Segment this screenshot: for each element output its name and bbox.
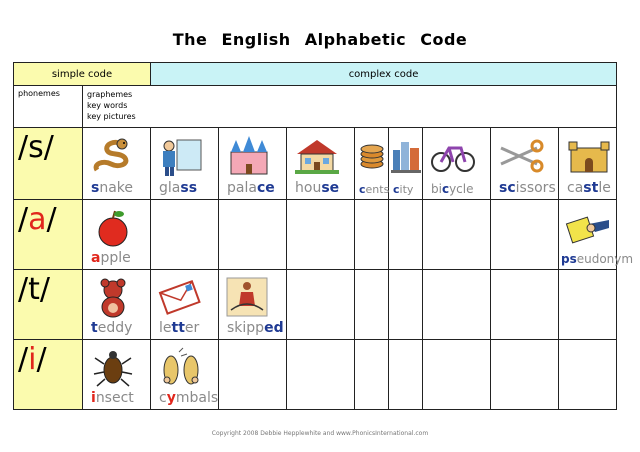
graphemes-label bbox=[83, 86, 617, 128]
page-title: The English Alphabetic Code bbox=[172, 30, 468, 49]
word-cell: teddy bbox=[83, 270, 151, 340]
empty-cell bbox=[389, 200, 423, 270]
apple-picture bbox=[89, 206, 137, 250]
empty-cell bbox=[219, 340, 287, 410]
phonemes-label: phonemes bbox=[14, 86, 83, 128]
letter-picture bbox=[157, 276, 205, 320]
city-picture bbox=[391, 134, 421, 178]
word-cell: apple bbox=[83, 200, 151, 270]
word-cell: palace bbox=[219, 128, 287, 200]
empty-cell bbox=[287, 200, 355, 270]
alphabetic-code-table bbox=[13, 62, 634, 410]
word-cell: cymbals bbox=[151, 340, 219, 410]
word-cell: letter bbox=[151, 270, 219, 340]
table-row bbox=[14, 270, 617, 340]
complex-code-header: complex code bbox=[151, 63, 617, 86]
empty-cell bbox=[559, 340, 617, 410]
empty-cell bbox=[287, 270, 355, 340]
word-cell: bicycle bbox=[423, 128, 491, 200]
scissors-picture bbox=[497, 134, 545, 178]
word-cell: skipped bbox=[219, 270, 287, 340]
graphemes-text: graphemes bbox=[87, 90, 133, 99]
empty-cell bbox=[423, 340, 491, 410]
empty-cell bbox=[491, 270, 559, 340]
table-row bbox=[14, 128, 617, 200]
bicycle-picture bbox=[429, 134, 477, 178]
word-cell: pseudonym bbox=[559, 200, 617, 270]
cymbals-picture bbox=[157, 346, 205, 390]
simple-code-header: simple code bbox=[14, 63, 151, 86]
empty-cell bbox=[151, 200, 219, 270]
word-cell: city bbox=[389, 128, 423, 200]
empty-cell bbox=[491, 200, 559, 270]
skipped-picture bbox=[225, 276, 273, 320]
word-cell: castle bbox=[559, 128, 617, 200]
table-row bbox=[14, 340, 617, 410]
empty-cell bbox=[389, 270, 423, 340]
phoneme-cell: /t/ bbox=[14, 270, 83, 340]
key-words-text: key words bbox=[87, 101, 128, 110]
empty-cell bbox=[491, 340, 559, 410]
word-cell: insect bbox=[83, 340, 151, 410]
word-cell: house bbox=[287, 128, 355, 200]
word-cell: scissors bbox=[491, 128, 559, 200]
empty-cell bbox=[423, 200, 491, 270]
phoneme-cell: /a/ bbox=[14, 200, 83, 270]
empty-cell bbox=[219, 200, 287, 270]
phoneme-cell: /s/ bbox=[14, 128, 83, 200]
empty-cell bbox=[423, 270, 491, 340]
empty-cell bbox=[355, 200, 389, 270]
palace-picture bbox=[225, 134, 273, 178]
empty-cell bbox=[389, 340, 423, 410]
key-pictures-text: key pictures bbox=[87, 112, 136, 121]
castle-picture bbox=[565, 134, 613, 178]
word-cell: cents bbox=[355, 128, 389, 200]
pseudonym-picture bbox=[565, 206, 613, 250]
house-picture bbox=[293, 134, 341, 178]
insect-picture bbox=[89, 346, 137, 390]
empty-cell bbox=[355, 270, 389, 340]
empty-cell bbox=[287, 340, 355, 410]
teddy-picture bbox=[89, 276, 137, 320]
word-cell: glass bbox=[151, 128, 219, 200]
snake-picture bbox=[89, 134, 137, 178]
glass-picture bbox=[157, 134, 205, 178]
word-cell: snake bbox=[83, 128, 151, 200]
empty-cell bbox=[355, 340, 389, 410]
copyright-footer: Copyright 2008 Debbie Hepplewhite and www.PhonicsInternational.com bbox=[211, 430, 429, 437]
phoneme-cell: /i/ bbox=[14, 340, 83, 410]
table-row bbox=[14, 200, 617, 270]
cents-picture bbox=[357, 134, 387, 178]
empty-cell bbox=[559, 270, 617, 340]
